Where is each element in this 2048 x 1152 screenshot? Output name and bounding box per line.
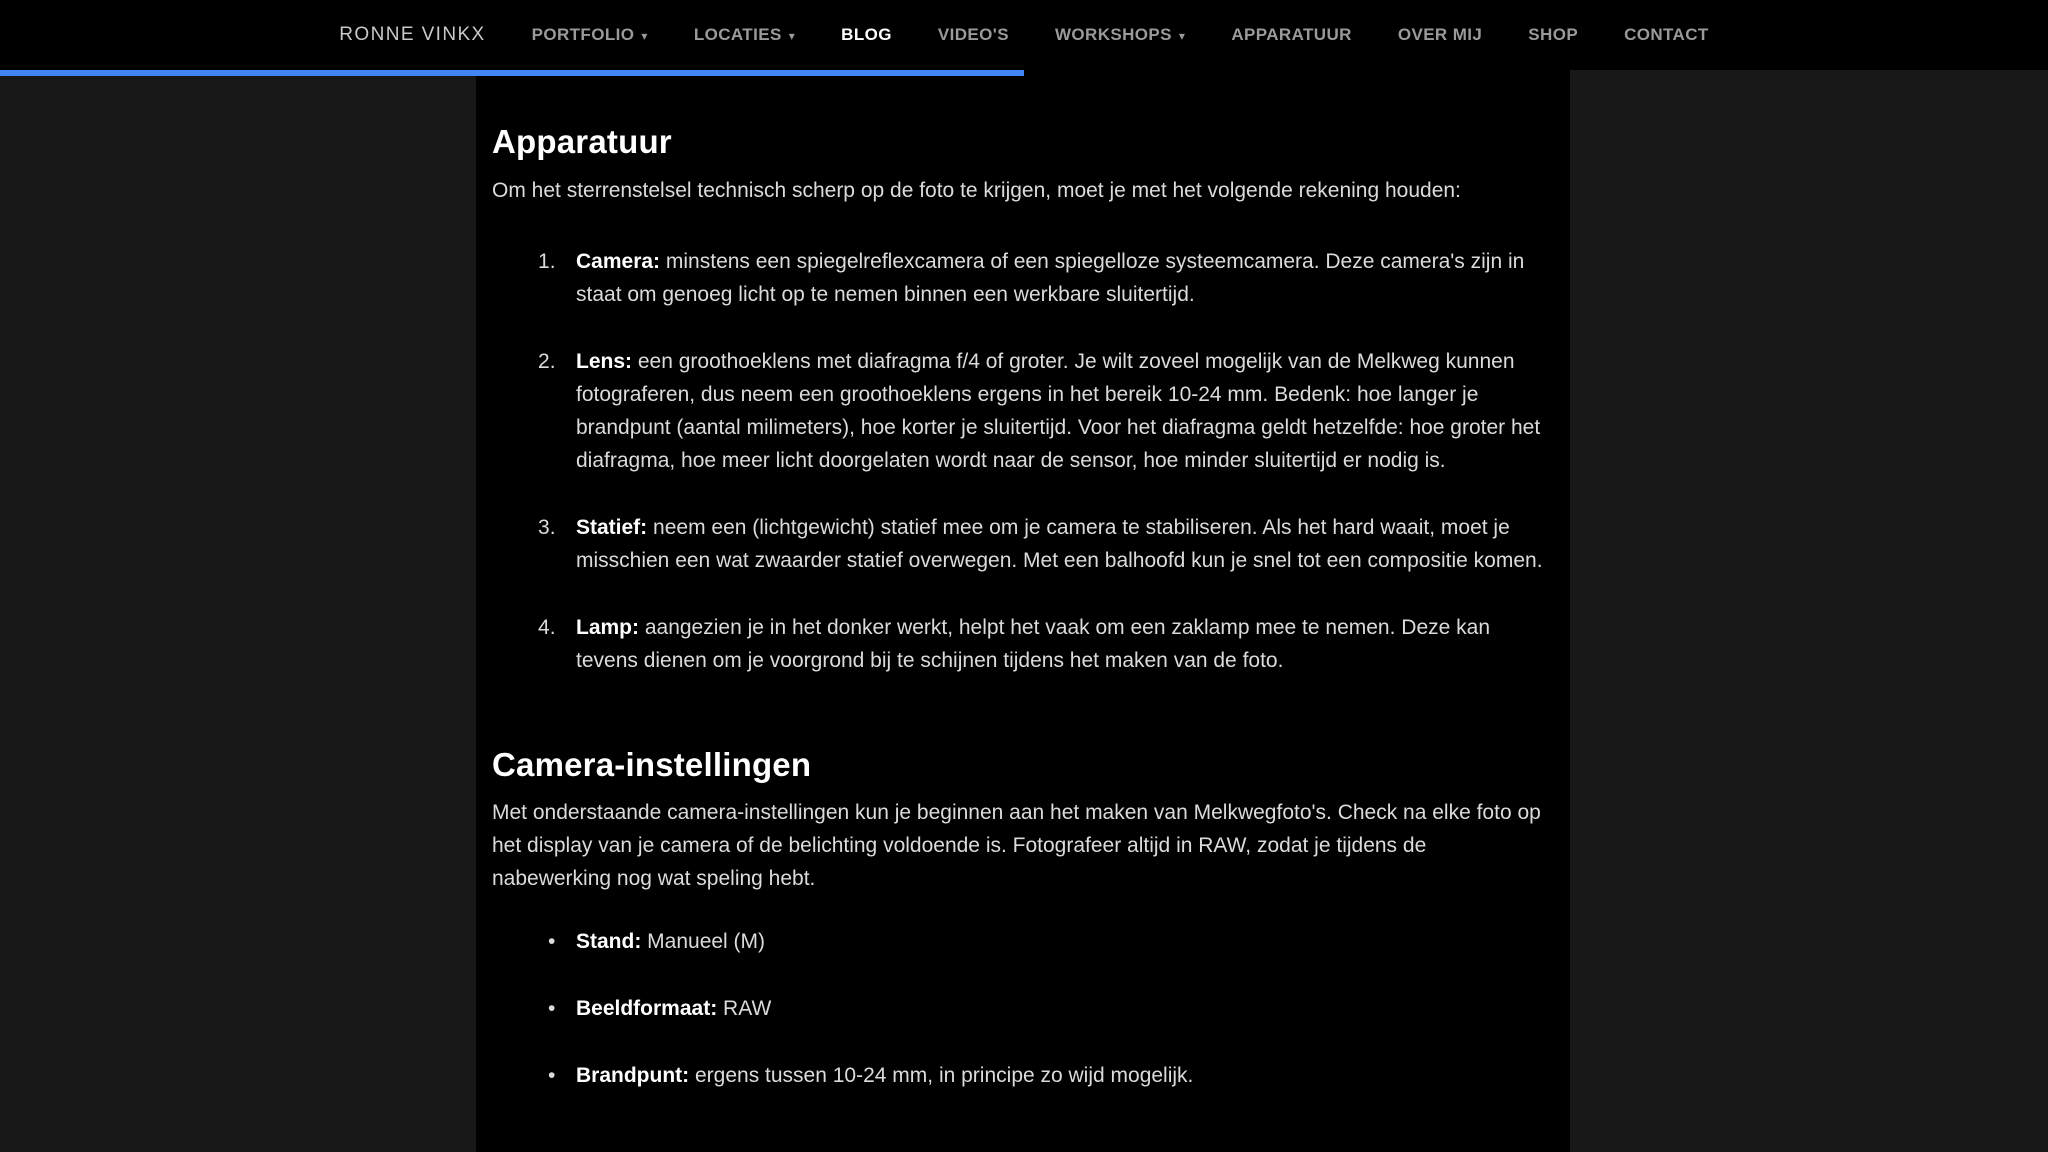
list-item-text: aangezien je in het donker werkt, helpt het vaak om een zaklamp mee te nemen. Deze kan tevens dienen om je voorgrond bij te schijnen tijdens het maken van de foto. (576, 615, 1491, 672)
chevron-down-icon: ▾ (1178, 29, 1186, 43)
list-item-brandpunt (576, 1059, 1548, 1092)
nav-item-label: PORTFOLIO (531, 25, 635, 44)
nav-item-portfolio[interactable] (532, 25, 648, 45)
list-item-lamp (576, 611, 1548, 677)
nav-item-videos[interactable] (938, 25, 1009, 45)
chevron-down-icon: ▾ (641, 29, 648, 43)
list-item-term: Beeldformaat: (576, 997, 718, 1021)
nav-item-label: APPARATUUR (1231, 25, 1352, 44)
list-item-term: Stand: (576, 930, 642, 954)
list-item-text: RAW (723, 997, 772, 1021)
blog-article (476, 70, 1570, 1152)
nav-item-label: WORKSHOPS (1054, 25, 1172, 44)
apparatuur-intro-paragraph: Om het sterrenstelsel technisch scherp op de foto te krijgen, moet je met het volgende rekening houden: (492, 178, 1461, 202)
nav-item-label: CONTACT (1624, 25, 1709, 44)
list-item-term: Camera: (576, 249, 661, 273)
section-title-apparatuur: Apparatuur (492, 123, 672, 160)
list-item-text: neem een (lichtgewicht) statief mee om je camera te stabiliseren. Als het hard waait, moet je misschien een wat zwaarder statief overwegen. Met een balhoofd kun je snel tot een compositie komen. (576, 515, 1543, 572)
nav-item-workshops[interactable] (1055, 25, 1185, 45)
nav-item-contact[interactable] (1624, 25, 1709, 45)
nav-item-label: LOCATIES (693, 25, 782, 44)
nav-item-label: OVER MIJ (1397, 25, 1483, 44)
list-item-stand (576, 925, 1548, 958)
nav-item-locaties[interactable] (694, 25, 795, 45)
accent-progress-line (0, 70, 1024, 76)
settings-bullet-list (492, 925, 1548, 1092)
nav-item-label: BLOG (841, 25, 892, 44)
list-item-camera (576, 245, 1548, 311)
list-item-term: Statief: (576, 515, 648, 539)
list-item-beeldformaat (576, 992, 1548, 1025)
equipment-numbered-list (492, 245, 1548, 677)
camera-instellingen-intro-paragraph: Met onderstaande camera-instellingen kun je beginnen aan het maken van Melkwegfoto's. Check na elke foto op het display van je camera of de belichting voldoende is. Fotografeer altijd in RAW, zodat je tijdens de nabewerking nog wat speling hebt. (492, 801, 1541, 891)
nav-item-label: VIDEO'S (937, 25, 1009, 44)
site-logo[interactable]: RONNE VINKX (339, 24, 486, 45)
section-title-camera-instellingen: Camera-instellingen (492, 745, 812, 783)
list-item-text: minstens een spiegelreflexcamera of een spiegelloze systeemcamera. Deze camera's zijn in staat om genoeg licht op te nemen binnen een werkbare sluitertijd. (576, 249, 1525, 306)
list-item-term: Brandpunt: (576, 1064, 690, 1088)
list-item-term: Lens: (576, 349, 633, 373)
list-item-statief (576, 511, 1548, 577)
list-item-text: Manueel (M) (647, 930, 766, 954)
list-item-term: Lamp: (576, 615, 639, 639)
nav-item-over-mij[interactable] (1398, 25, 1482, 45)
nav-item-label: SHOP (1528, 25, 1579, 44)
list-item-lens (576, 345, 1548, 477)
nav-item-blog[interactable] (841, 25, 892, 45)
chevron-down-icon: ▾ (788, 29, 796, 43)
nav-item-shop[interactable] (1528, 25, 1578, 45)
list-item-text: een groothoeklens met diafragma f/4 of groter. Je wilt zoveel mogelijk van de Melkweg kunnen fotograferen, dus neem een groothoeklens ergens in het bereik 10-24 mm. Bedenk: hoe langer je brandpunt (aantal milimeters), hoe korter je sluitertijd. Voor het diafragma geldt hetzelfde: hoe groter het diafragma, hoe meer licht doorgelaten wordt naar de sensor, hoe minder sluitertijd er nodig is. (576, 349, 1541, 472)
nav-item-apparatuur[interactable] (1231, 25, 1351, 45)
top-navigation (0, 0, 2048, 70)
list-item-text: ergens tussen 10-24 mm, in principe zo wijd mogelijk. (695, 1064, 1194, 1088)
